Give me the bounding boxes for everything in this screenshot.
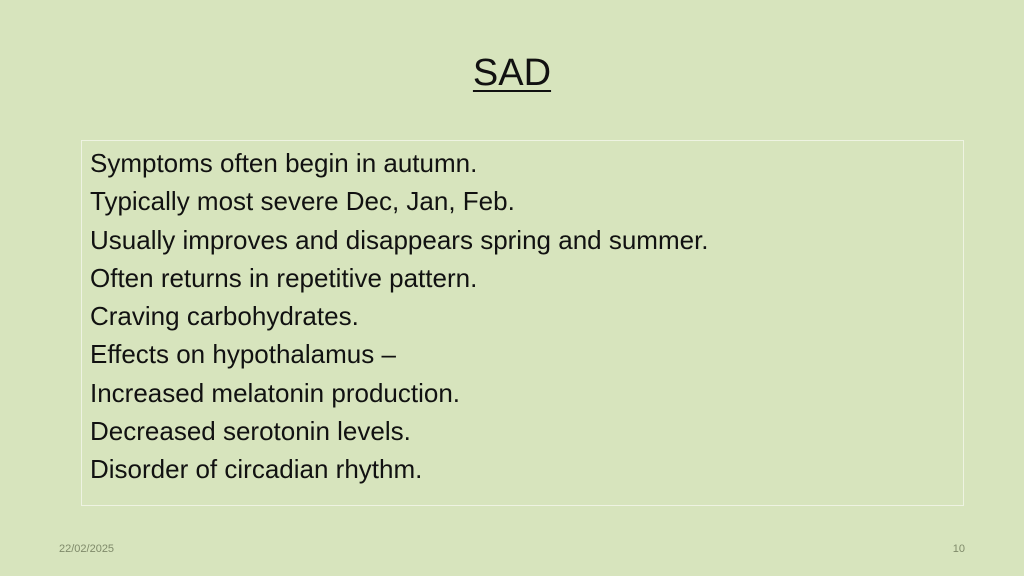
content-line: Usually improves and disappears spring and summer. [90,224,709,255]
content-line: Increased melatonin production. [90,377,461,408]
content-line: Often returns in repetitive pattern. [90,262,478,293]
slide-title [0,48,1024,98]
content-text-box [81,140,964,506]
content-line: Craving carbohydrates. [90,301,359,332]
content-lines [90,144,709,489]
slide-title-text: SAD [472,52,552,94]
content-line: Effects on hypothalamus – [90,339,396,370]
content-line: Symptoms often begin in autumn. [90,148,478,178]
footer-date: 22/02/2025 [59,543,115,555]
content-line: Decreased serotonin levels. [90,416,411,447]
content-line: Disorder of circadian rhythm. [90,454,423,485]
content-line: Typically most severe Dec, Jan, Feb. [90,186,515,217]
footer-page-number: 10 [952,543,965,555]
